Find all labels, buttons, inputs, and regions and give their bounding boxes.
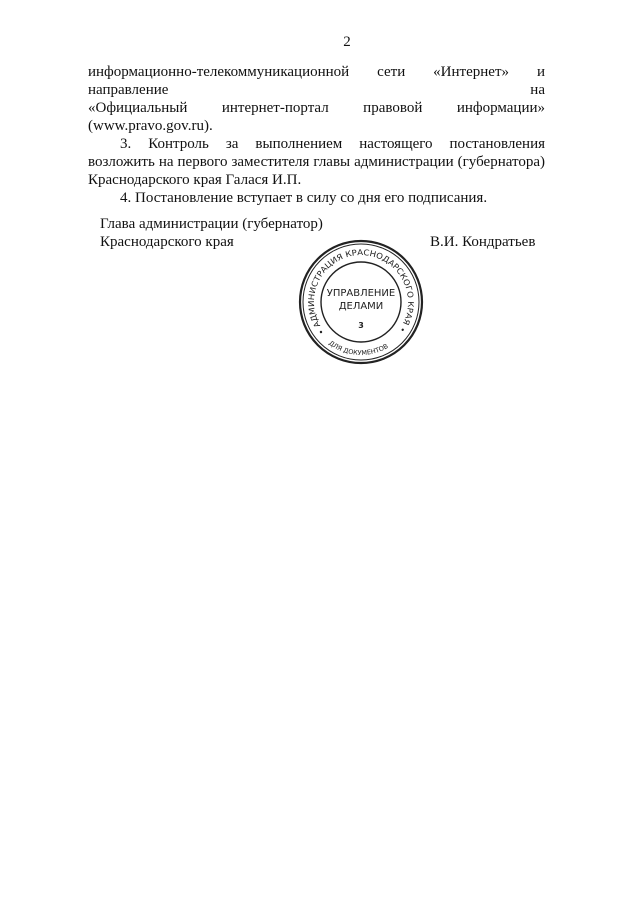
signatory-title-line2: Краснодарского края <box>100 234 234 250</box>
stamp-center-line1: УПРАВЛЕНИЕ <box>326 288 396 299</box>
signatory-title <box>100 215 323 251</box>
document-body <box>88 63 545 207</box>
stamp-number: 3 <box>358 321 364 330</box>
stamp-outer-text: • АДМИНИСТРАЦИЯ КРАСНОДАРСКОГО КРАЯ • <box>306 248 416 337</box>
paragraph-2-continuation-line1: информационно-телекоммуникационной сети «Интернет» и направление на <box>88 64 545 98</box>
page-number: 2 <box>343 34 351 50</box>
paragraph-3: 3. Контроль за выполнением настоящего постановления возложить на первого заместителя главы администрации (губернатора) Краснодарского края Галася И.П. <box>88 136 545 188</box>
stamp-bottom-text: ДЛЯ ДОКУМЕНТОВ <box>327 338 390 358</box>
signatory-name: В.И. Кондратьев <box>430 234 536 250</box>
paragraph-2-continuation-line2: «Официальный интернет-портал правовой информации» (www.pravo.gov.ru). <box>88 100 545 134</box>
signatory-title-line1: Глава администрации (губернатор) <box>100 216 323 232</box>
official-stamp <box>298 238 424 366</box>
paragraph-4: 4. Постановление вступает в силу со дня его подписания. <box>120 190 488 206</box>
stamp-center-line2: ДЕЛАМИ <box>338 301 384 312</box>
